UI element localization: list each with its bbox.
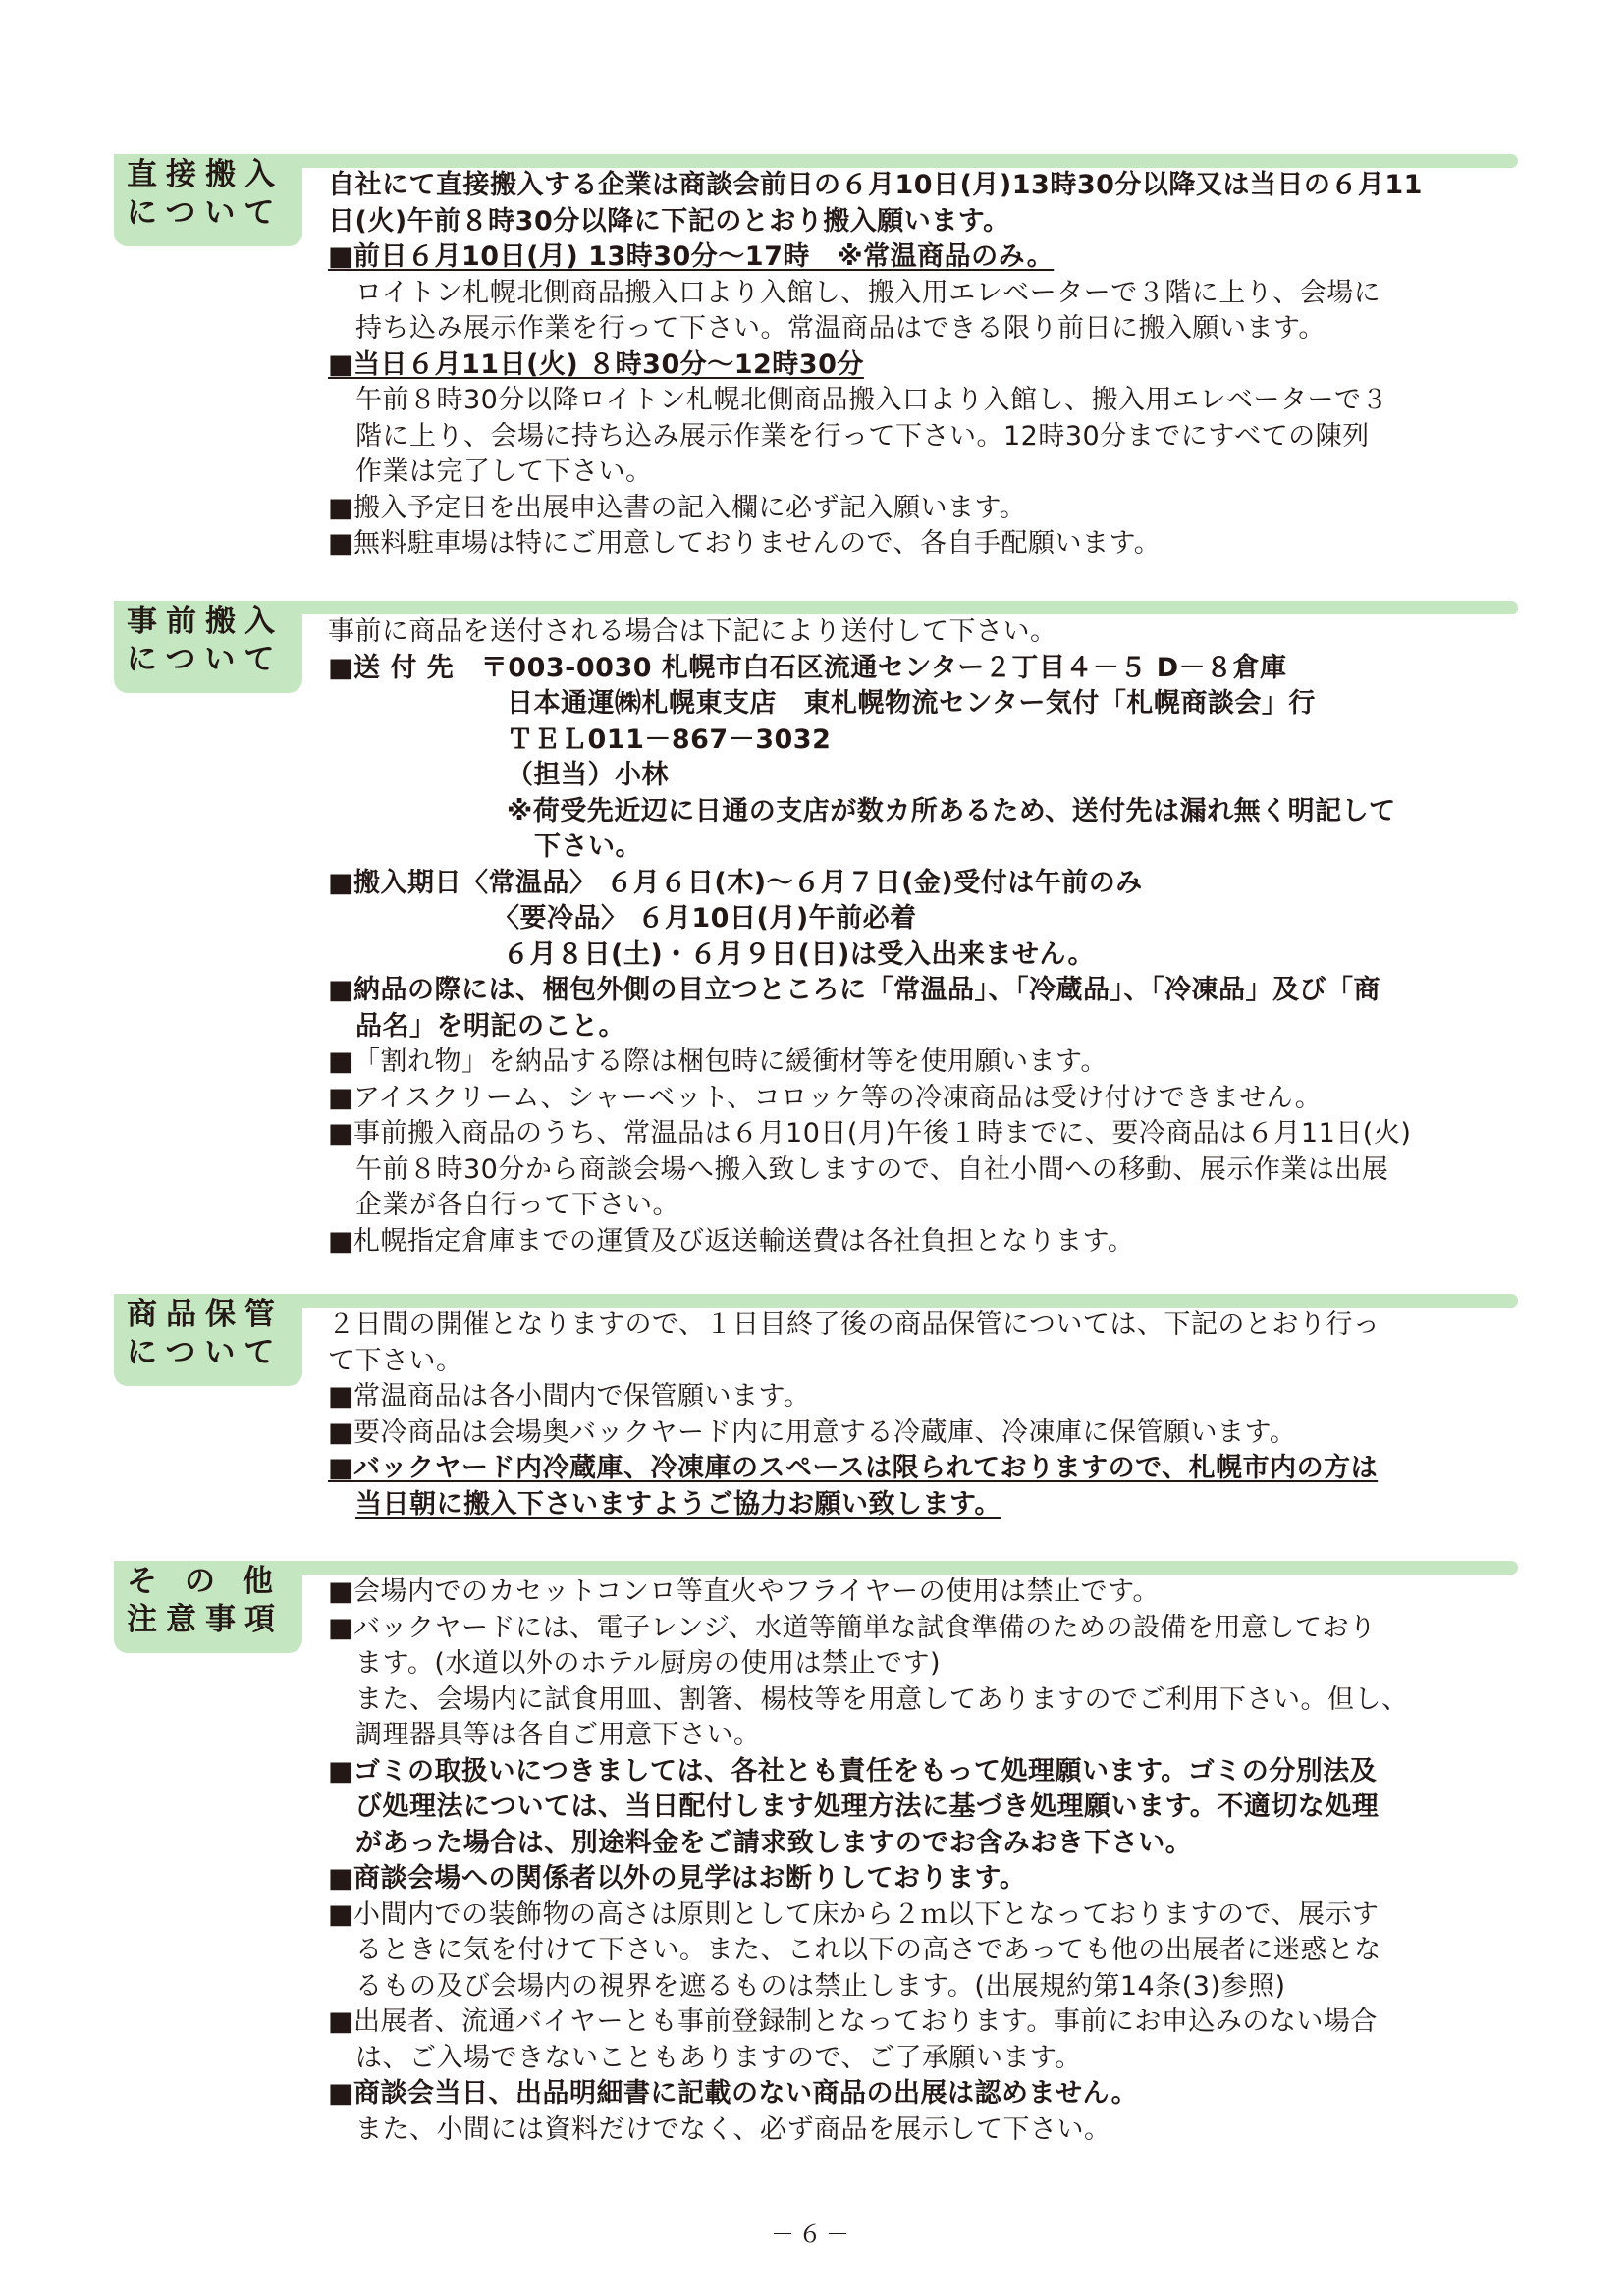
bullet-item: ■無料駐車場は特にご用意しておりませんので、各自手配願います。 [328,528,1162,559]
paragraph-line: 階に上り、会場に持ち込み展示作業を行って下さい。12時30分までにすべての陳列 [355,420,1370,452]
paragraph-line: ます。(水道以外のホテル厨房の使用は禁止です) [355,1648,942,1679]
section-label-line: 直接搬入 [127,157,284,192]
bullet-item: ■当日６月11日(火) ８時30分～12時30分 [328,348,864,380]
bullet-item: ■前日６月10日(月) 13時30分～17時 ※常温商品のみ。 [328,241,1055,272]
bullet-item: ■商談会場への関係者以外の見学はお断りしております。 [328,1863,1027,1894]
section-label-line: 事前搬入 [127,604,284,639]
bullet-item: ■商談会当日、出品明細書に記載のない商品の出展は認めません。 [328,2078,1139,2109]
section-label-line: その他 [127,1564,300,1599]
section-product-storage [114,1294,1518,1549]
bullet-item: ■搬入予定日を出展申込書の記入欄に必ず記入願います。 [328,492,1027,523]
schedule-line: ６月８日(土)・６月９日(日)は受入出来ません。 [503,938,1095,970]
bullet-item: ■小間内での装飾物の高さは原則として床から２ｍ以下となっておりますので、展示す [328,1898,1380,1930]
bullet-item: ■要冷商品は会場奥バックヤード内に用意する冷蔵庫、冷凍庫に保管願います。 [328,1416,1297,1448]
bullet-item: ■バックヤードには、電子レンジ、水道等簡単な試食準備のための設備を用意しており [328,1612,1377,1643]
section-header-bar [114,601,1518,614]
paragraph-line: 自社にて直接搬入する企業は商談会前日の６月10日(月)13時30分以降又は当日の６月11 [328,170,1423,200]
section-advance-delivery [114,601,1518,1288]
section-header-bar [114,1294,1518,1308]
bullet-item: ■送 付 先 〒003-0030 札幌市白石区流通センター２丁目４－５ D－８倉庫 [328,652,1287,683]
bullet-item: ■事前搬入商品のうち、常温品は６月10日(月)午後１時までに、要冷商品は６月11日(火) [328,1118,1412,1148]
section-label-line: について [127,642,284,677]
note-line: ※荷受先近辺に日通の支店が数カ所あるため、送付先は漏れ無く明記して [507,795,1396,827]
section-label-line: について [127,195,284,231]
section-label [114,154,302,246]
paragraph-line: 午前８時30分から商談会場へ搬入致しますので、自社小間への移動、展示作業は出展 [355,1153,1389,1185]
paragraph-line: て下さい。 [328,1345,463,1376]
bullet-item: ■納品の際には、梱包外側の目立つところに「常温品」、「冷蔵品」、「冷凍品」及び「商 [328,975,1381,1005]
contact-line: （担当）小林 [507,760,669,790]
paragraph-line: 当日朝に搬入下さいますようご協力お願い致します。 [355,1488,1001,1520]
section-label-line: 商品保管 [127,1297,284,1332]
paragraph-line: 事前に商品を送付される場合は下記により送付して下さい。 [328,616,1057,647]
paragraph-line: 日(火)午前８時30分以降に下記のとおり搬入願います。 [328,205,1010,237]
section-header-bar [114,154,1518,168]
section-label [114,1561,302,1653]
section-label [114,1294,302,1386]
paragraph-line: ロイトン札幌北側商品搬入口より入館し、搬入用エレベーターで３階に上り、会場に [355,277,1381,308]
section-header-bar [114,1561,1518,1575]
bullet-item: ■常温商品は各小間内で保管願います。 [328,1381,811,1412]
paragraph-line: 企業が各自行って下さい。 [355,1190,679,1220]
bullet-item: ■ゴミの取扱いにつきましては、各社とも責任をもって処理願います。ゴミの分別法及 [328,1755,1378,1787]
section-label [114,601,302,693]
bullet-item: ■出展者、流通バイヤーとも事前登録制となっております。事前にお申込みのない場合 [328,2006,1378,2037]
section-body [328,614,1518,1259]
paragraph-line: 品名」を明記のこと。 [355,1010,625,1041]
section-label-line: 注意事項 [127,1602,284,1637]
paragraph-line: ２日間の開催となりますので、１日目終了後の商品保管については、下記のとおり行っ [328,1309,1380,1340]
paragraph-line: るもの及び会場内の視界を遮るものは禁止します。(出展規約第14条(3)参照) [355,1970,1286,2002]
paragraph-line: 持ち込み展示作業を行って下さい。常温商品はできる限り前日に搬入願います。 [355,313,1326,344]
paragraph-line: 作業は完了して下さい。 [355,456,653,487]
paragraph-line: 午前８時30分以降ロイトン札幌北側商品搬入口より入館し、搬入用エレベーターで３ [355,385,1389,415]
schedule-line: 〈要冷品〉 ６月10日(月)午前必着 [493,903,917,934]
paragraph-line: があった場合は、別途料金をご請求致しますのでお含みおき下さい。 [355,1827,1193,1858]
section-direct-delivery [114,154,1518,586]
page-number: －６－ [771,2220,853,2248]
bullet-item: ■札幌指定倉庫までの運賃及び返送輸送費は各社負担となります。 [328,1225,1135,1256]
section-label-line: について [127,1335,284,1370]
note-line: 下さい。 [534,831,642,862]
section-body [328,1575,1518,2148]
section-other-notes [114,1561,1518,2189]
bullet-item: ■「割れ物」を納品する際は梱包時に緩衝材等を使用願います。 [328,1046,1108,1077]
bullet-item: ■会場内でのカセットコンロ等直火やフライヤーの使用は禁止です。 [328,1576,1160,1607]
paragraph-line: また、会場内に試食用皿、割箸、楊枝等を用意してありますのでご利用下さい。但し、 [355,1683,1409,1715]
paragraph-line: また、小間には資料だけでなく、必ず商品を展示して下さい。 [355,2113,1111,2145]
phone-line: ＴＥＬ011－867－3032 [507,723,832,755]
paragraph-line: は、ご入場できないこともありますので、ご了承願います。 [355,2042,1082,2073]
bullet-item: ■バックヤード内冷蔵庫、冷凍庫のスペースは限られておりますので、札幌市内の方は [328,1453,1379,1483]
bullet-item: ■アイスクリーム、シャーベット、コロッケ等の冷凍商品は受け付けできません。 [328,1082,1323,1113]
paragraph-line: び処理法については、当日配付します処理方法に基づき処理願います。不適切な処理 [355,1791,1380,1822]
address-line: 日本通運㈱札幌東支店 東札幌物流センター気付「札幌商談会」行 [507,688,1316,719]
section-body [328,168,1518,562]
paragraph-line: るときに気を付けて下さい。また、これ以下の高さであっても他の出展者に迷惑とな [355,1935,1381,1965]
bullet-item: ■搬入期日〈常温品〉 ６月６日(木)～６月７日(金)受付は午前のみ [328,867,1143,898]
section-body [328,1308,1518,1522]
paragraph-line: 調理器具等は各自ご用意下さい。 [355,1720,761,1750]
